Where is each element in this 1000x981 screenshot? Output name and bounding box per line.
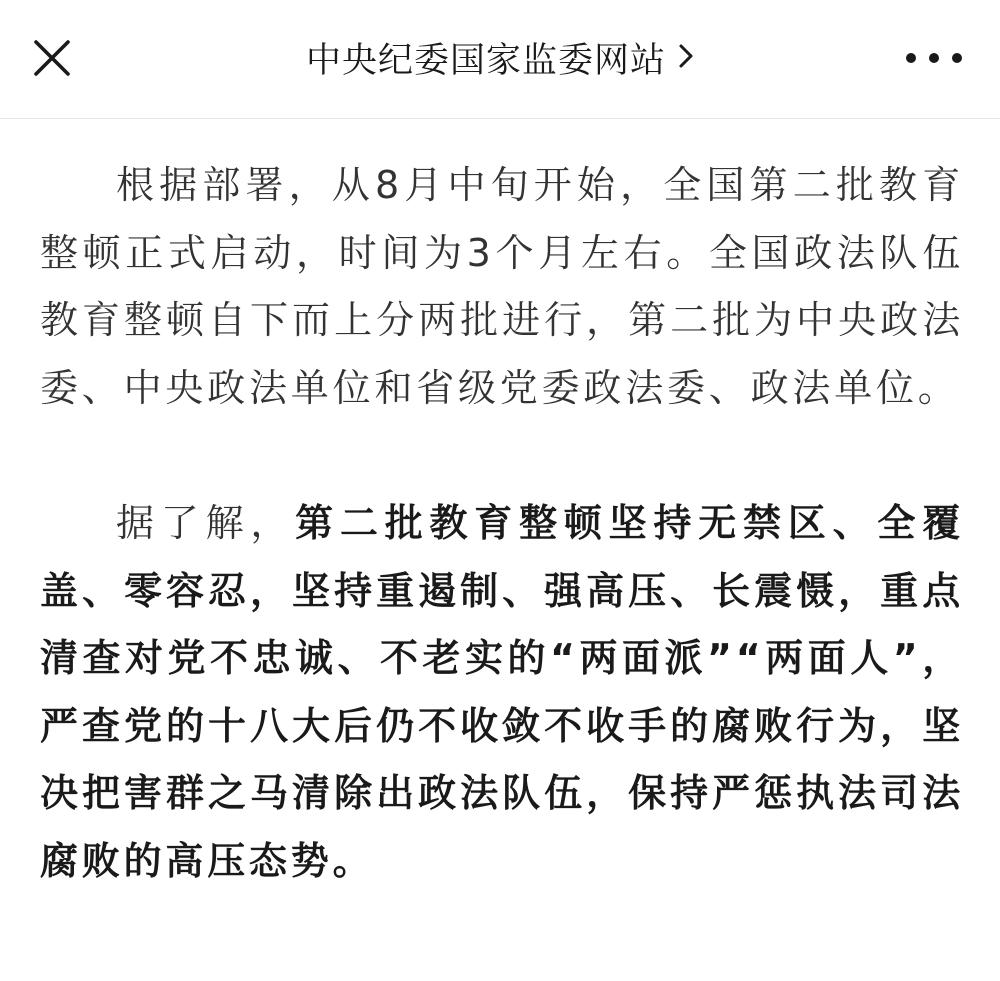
paragraph-bold-text: 第二批教育整顿坚持无禁区、全覆盖、零容忍，坚持重遏制、强高压、长震慑，重点清查对党不忠诚、不老实的“两面派”“两面人”，严查党的十八大后仍不收敛不收手的腐败行为，坚决把害群之马清除出政法队伍，保持严惩执法司法腐败的高压态势。 (40, 501, 964, 883)
close-button[interactable] (24, 30, 80, 86)
more-dots-icon (952, 53, 962, 63)
more-dots-icon (929, 53, 939, 63)
more-dots-icon (906, 53, 916, 63)
article-body (40, 152, 964, 895)
article-paragraph (40, 490, 964, 895)
chevron-right-icon (678, 42, 694, 74)
article-paragraph: 根据部署，从8月中旬开始，全国第二批教育整顿正式启动，时间为3个月左右。全国政法队伍教育整顿自下而上分两批进行，第二批为中央政法委、中央政法单位和省级党委政法委、政法单位。 (40, 163, 964, 410)
more-options-button[interactable] (906, 36, 962, 80)
close-icon (24, 30, 80, 86)
paragraph-lead-text: 据了解， (116, 501, 296, 545)
top-navigation-bar (0, 0, 1000, 119)
account-title-link[interactable] (200, 30, 800, 86)
page-title: 中央纪委国家监委网站 (305, 41, 666, 81)
